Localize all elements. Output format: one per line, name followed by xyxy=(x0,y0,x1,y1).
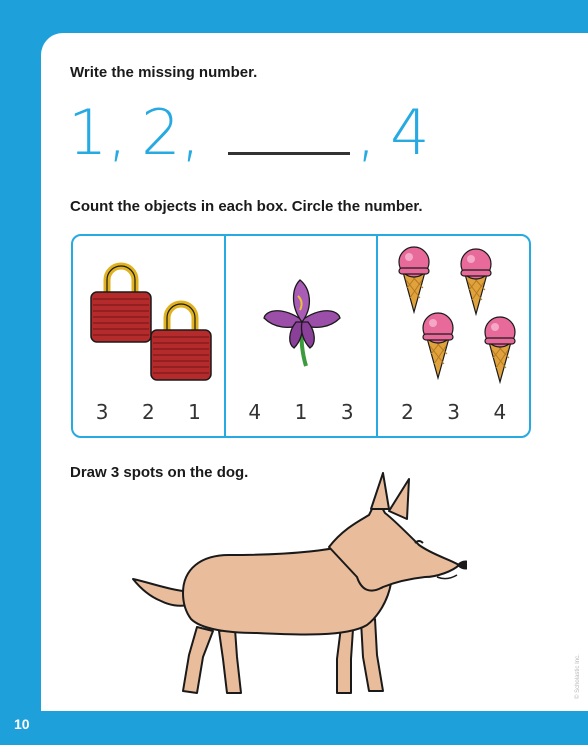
counting-box-padlocks xyxy=(73,236,224,436)
choice-number[interactable]: 3 xyxy=(95,400,109,424)
sequence-comma: , xyxy=(180,96,201,169)
instruction-count-objects: Count the objects in each box. Circle the number. xyxy=(70,198,423,215)
instruction-draw-spots: Draw 3 spots on the dog. xyxy=(70,464,249,481)
choice-number[interactable]: 3 xyxy=(340,400,354,424)
ice-cream-cone-icon xyxy=(485,317,515,382)
dog-drawing-area[interactable] xyxy=(127,459,467,704)
ice-cream-cone-icon xyxy=(423,313,453,378)
ice-cream-illustration xyxy=(378,236,530,396)
flower-illustration xyxy=(226,236,378,396)
sequence-number-2: 2 xyxy=(141,96,181,169)
choice-number[interactable]: 1 xyxy=(294,400,308,424)
dog-nose-icon xyxy=(457,561,467,570)
answer-choices xyxy=(378,400,529,424)
ice-cream-cone-icon xyxy=(461,249,491,314)
padlock-icon xyxy=(91,266,151,342)
instruction-missing-number: Write the missing number. xyxy=(70,64,258,81)
choice-number[interactable]: 2 xyxy=(141,400,155,424)
choice-number[interactable]: 1 xyxy=(188,400,201,424)
missing-number-blank[interactable] xyxy=(228,112,350,155)
dog-eye-icon xyxy=(415,541,423,543)
sequence-comma: , xyxy=(356,96,377,169)
choice-number[interactable]: 4 xyxy=(248,400,262,424)
ice-cream-cone-icon xyxy=(399,247,429,312)
dog-icon xyxy=(133,473,459,693)
number-sequence xyxy=(68,93,430,173)
counting-box-flower xyxy=(224,236,377,436)
choice-number[interactable]: 4 xyxy=(493,400,507,424)
counting-box-ice-cream xyxy=(376,236,529,436)
answer-choices xyxy=(226,400,377,424)
copyright-notice: © Scholastic Inc. xyxy=(575,654,581,699)
counting-boxes xyxy=(71,234,531,438)
choice-number[interactable]: 3 xyxy=(447,400,461,424)
padlock-icon xyxy=(151,304,211,380)
sequence-number-4: 4 xyxy=(390,96,430,169)
choice-number[interactable]: 2 xyxy=(401,400,414,424)
sequence-number-1: 1 xyxy=(68,96,108,169)
iris-flower-icon xyxy=(264,280,340,366)
sequence-comma: , xyxy=(107,96,128,169)
answer-choices xyxy=(73,400,224,424)
worksheet-page xyxy=(41,33,588,711)
padlock-illustration xyxy=(73,236,225,396)
page-number: 10 xyxy=(14,716,30,732)
